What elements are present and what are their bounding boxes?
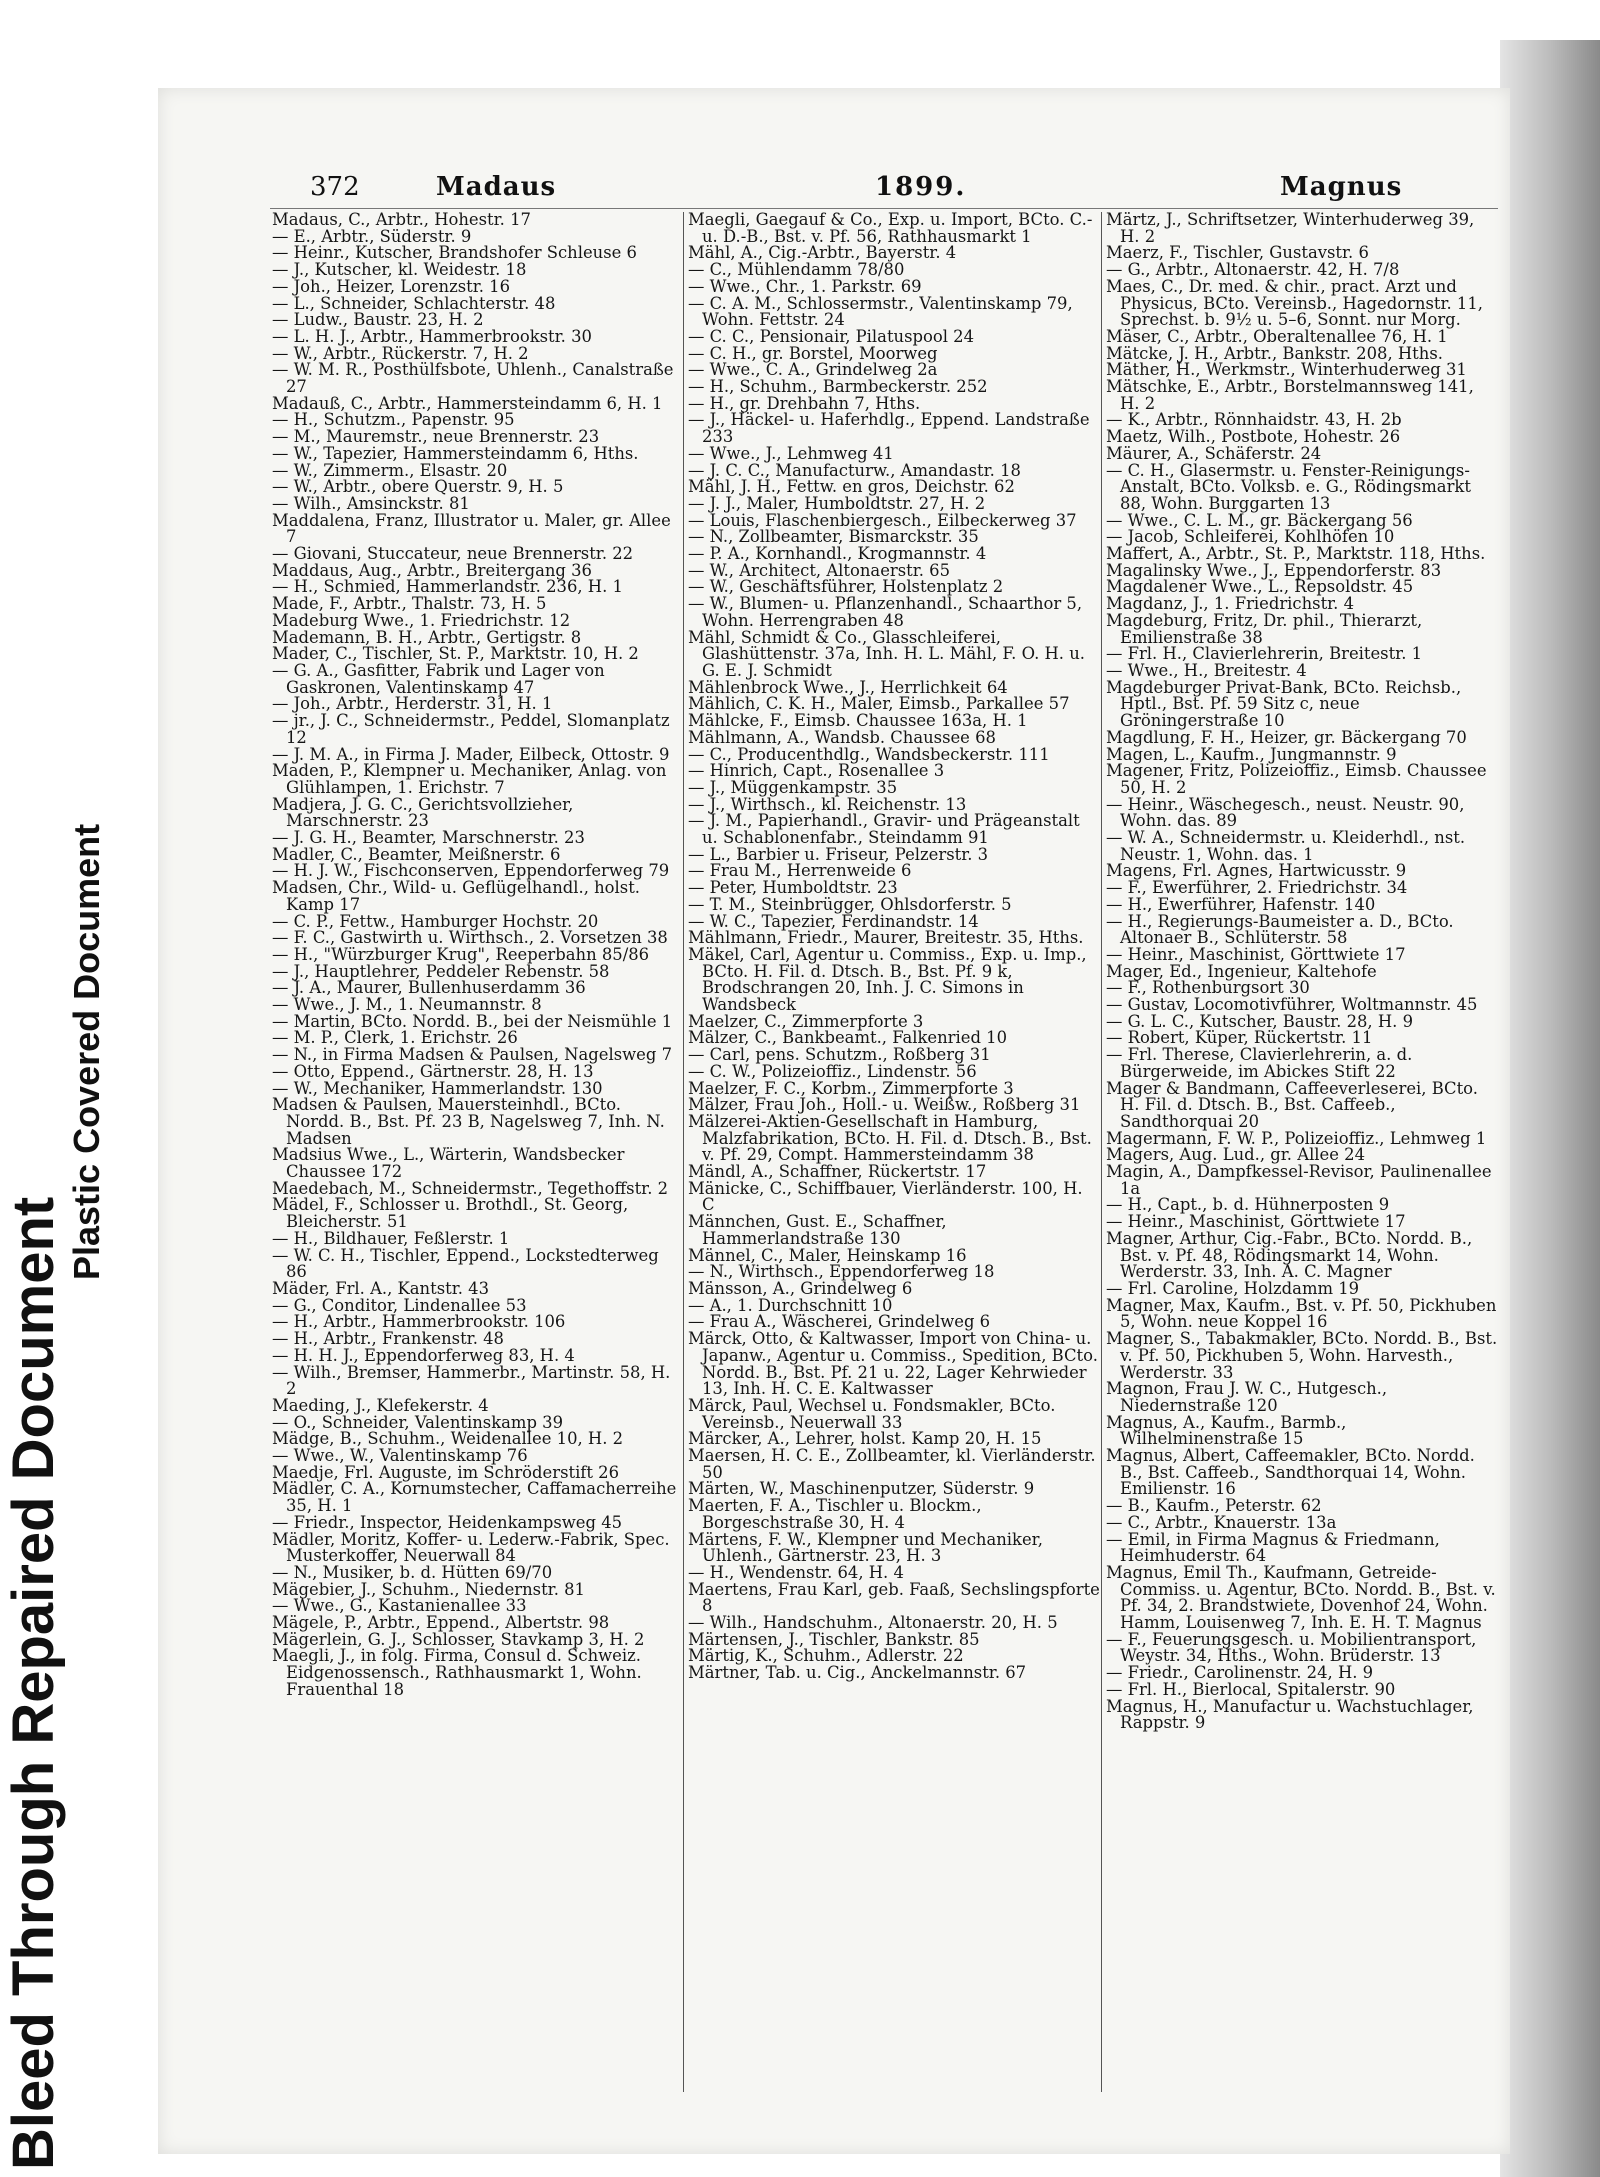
header-keyword-right: Magnus [1280,172,1403,202]
directory-entry: Magdeburg, Fritz, Dr. phil., Thierarzt, Emilienstraße 38 [1106,610,1423,647]
directory-entry: Maegli, J., in folg. Firma, Consul d. Schweiz. Eidgenossensch., Rathhausmarkt 1, Wohn. Frauenthal 18 [272,1646,642,1699]
directory-entry: — N., Zollbeamter, Bismarckstr. 35 [688,527,979,547]
directory-entry: — G. A., Gasfitter, Fabrik und Lager von Gaskronen, Valentinskamp 47 [272,660,605,697]
directory-entry: Magnus, H., Manufactur u. Wachstuchlager, Rappstr. 9 [1106,1696,1474,1733]
directory-column-2 [688,212,1100,2107]
directory-entry: Mählich, C. K. H., Maler, Eimsb., Parkallee 57 [688,694,1070,714]
directory-entry: Mägele, P., Arbtr., Eppend., Albertstr. 98 [272,1613,610,1633]
directory-entry: — J., Häckel- u. Haferhdlg., Eppend. Landstraße 233 [688,410,1090,447]
page-number: 372 [310,172,360,202]
directory-entry: Magner, Arthur, Cig.-Fabr., BCto. Nordd. B., Bst. v. Pf. 48, Rödingsmarkt 14, Wohn. Werderstr. 33, Inh. A. C. Magner [1106,1228,1473,1282]
directory-entry: — Wilh., Bremser, Hammerbr., Martinstr. 58, H. 2 [272,1362,671,1399]
directory-entry: — T. M., Steinbrügger, Ohlsdorferstr. 5 [688,894,1012,914]
directory-entry: Männchen, Gust. E., Schaffner, Hammerlandstraße 130 [688,1212,947,1248]
directory-entry: — C., Mühlendamm 78/80 [688,260,905,280]
directory-entry: Maes, C., Dr. med. & chir., pract. Arzt und Physicus, BCto. Vereinsb., Hagedornstr. 11, Sprechst. b. 9½ u. 5–6, Sonnt. nur Morg. [1106,276,1483,330]
directory-entry: — J. J., Maler, Humboldtstr. 27, H. 2 [688,493,986,513]
directory-column-3 [1106,212,1498,2107]
directory-entry: — J., Kutscher, kl. Weidestr. 18 [272,260,527,280]
directory-entry: Mählmann, Friedr., Maurer, Breitestr. 35, Hths. [688,928,1084,948]
directory-entry: — H., Bildhauer, Feßlerstr. 1 [272,1228,510,1248]
page-header [310,172,1403,212]
directory-entry: Mager & Bandmann, Caffeeverleserei, BCto. H. Fil. d. Dtsch. B., Bst. Caffeeb., Sandthorquai 20 [1106,1078,1478,1131]
directory-entry: Mätcke, J. H., Arbtr., Bankstr. 208, Hths. [1106,343,1443,363]
directory-entry: Maerz, F., Tischler, Gustavstr. 6 [1106,243,1369,263]
directory-entry: Magnus, Emil Th., Kaufmann, Getreide-Commiss. u. Agentur, BCto. Nordd. B., Bst. v. Pf. 34, 2. Brandstwiete, Dovenhof 24, Wohn. Hamm, Louisenweg 7, Inh. E. H. T. Magnus [1106,1562,1496,1633]
directory-entry: — H., Wendenstr. 64, H. 4 [688,1562,904,1582]
directory-entry: — Wwe., C. L. M., gr. Bäckergang 56 [1106,510,1413,530]
directory-entry: — G. L. C., Kutscher, Baustr. 28, H. 9 [1106,1011,1413,1031]
directory-entry: — Robert, Küper, Rückertstr. 11 [1106,1028,1373,1048]
directory-entry: — Heinr., Maschinist, Görttwiete 17 [1106,1212,1406,1232]
directory-entry: Märten, W., Maschinenputzer, Süderstr. 9 [688,1479,1035,1499]
directory-entry: — Emil, in Firma Magnus & Friedmann, Heimhuderstr. 64 [1106,1529,1440,1566]
directory-entry: — K., Arbtr., Rönnhaidstr. 43, H. 2b [1106,410,1402,430]
directory-entry: Madauß, C., Arbtr., Hammersteindamm 6, H. 1 [272,393,663,413]
directory-entry: — P. A., Kornhandl., Krogmannstr. 4 [688,544,987,564]
directory-entry: — Heinr., Maschinist, Görttwiete 17 [1106,944,1406,964]
directory-entry: Madsius Wwe., L., Wärterin, Wandsbecker Chaussee 172 [272,1145,625,1182]
directory-entry: — A., 1. Durchschnitt 10 [688,1295,893,1315]
directory-entry: Mänsson, A., Grindelweg 6 [688,1279,913,1298]
directory-entry: — H., Regierungs-Baumeister a. D., BCto. Altonaer B., Schlüterstr. 58 [1106,911,1454,948]
directory-entry: — Frau M., Herrenweide 6 [688,861,912,881]
directory-entry: — N., in Firma Madsen & Paulsen, Nagelsweg 7 [272,1045,673,1065]
directory-entry: — Ludw., Baustr. 23, H. 2 [272,310,484,330]
directory-entry: Magalinsky Wwe., J., Eppendorferstr. 83 [1106,560,1442,580]
directory-entry: Mager, Ed., Ingenieur, Kaltehofe [1106,961,1377,981]
directory-entry: Magin, A., Dampfkessel-Revisor, Paulinenallee 1a [1106,1162,1492,1198]
directory-entry: — L. H. J., Arbtr., Hammerbrookstr. 30 [272,326,592,346]
directory-entry: — Frl. Therese, Clavierlehrerin, a. d. Bürgerweide, im Abickes Stift 22 [1106,1045,1413,1081]
directory-entry: Madjera, J. G. C., Gerichtsvollzieher, Marschnerstr. 23 [272,794,574,831]
directory-entry: — J. G. H., Beamter, Marschnerstr. 23 [272,828,585,848]
directory-entry: — W., Architect, Altonaerstr. 65 [688,560,951,580]
directory-entry: — C., Arbtr., Knauerstr. 13a [1106,1512,1337,1532]
directory-entry: Männel, C., Maler, Heinskamp 16 [688,1245,967,1265]
directory-entry: — W. C., Tapezier, Ferdinandstr. 14 [688,911,979,931]
directory-entry: Maden, P., Klempner u. Mechaniker, Anlag. von Glühlampen, 1. Erichstr. 7 [272,761,667,797]
directory-entry: — Heinr., Kutscher, Brandshofer Schleuse 6 [272,243,637,263]
directory-entry: Märtner, Tab. u. Cig., Anckelmannstr. 67 [688,1663,1027,1683]
column-divider [683,212,684,2092]
directory-entry: — Hinrich, Capt., Rosenallee 3 [688,761,945,781]
directory-entry: — Frl. Caroline, Holzdamm 19 [1106,1279,1360,1298]
directory-entry: — M. P., Clerk, 1. Erichstr. 26 [272,1028,518,1048]
directory-entry: — W., Arbtr., Rückerstr. 7, H. 2 [272,343,529,363]
directory-entry: Mählenbrock Wwe., J., Herrlichkeit 64 [688,677,1008,697]
directory-entry: — N., Wirthsch., Eppendorferweg 18 [688,1262,995,1282]
directory-entry: Maetz, Wilh., Postbote, Hohestr. 26 [1106,427,1401,447]
directory-entry: — H., Arbtr., Hammerbrookstr. 106 [272,1312,566,1332]
directory-entry: — Wwe., C. A., Grindelweg 2a [688,360,938,380]
directory-entry: — H., Schmied, Hammerlandstr. 236, H. 1 [272,577,623,597]
directory-entry: — O., Schneider, Valentinskamp 39 [272,1412,564,1432]
directory-entry: Madeburg Wwe., 1. Friedrichstr. 12 [272,610,571,630]
directory-entry: — H., Schutzm., Papenstr. 95 [272,410,515,430]
directory-entry: — M., Mauremstr., neue Brennerstr. 23 [272,427,600,447]
directory-column-1 [272,212,680,2107]
directory-entry: — N., Musiker, b. d. Hütten 69/70 [272,1562,553,1582]
directory-entry: — F., Feuerungsgesch. u. Mobilientransport, Weystr. 34, Hths., Wohn. Brüderstr. 13 [1106,1629,1477,1666]
directory-entry: — Frau A., Wäscherei, Grindelweg 6 [688,1312,991,1332]
directory-entry: Madsen, Chr., Wild- u. Geflügelhandl., holst. Kamp 17 [272,878,640,914]
header-keyword-left: Madaus [436,172,557,202]
directory-entry: Maertens, Frau Karl, geb. Faaß, Sechslingspforte 8 [688,1579,1100,1616]
directory-entry: — C. P., Fettw., Hamburger Hochstr. 20 [272,911,599,931]
directory-entry: Mälzer, Frau Joh., Holl.- u. Weißw., Roßberg 31 [688,1095,1081,1115]
directory-entry: Märtensen, J., Tischler, Bankstr. 85 [688,1629,980,1649]
directory-entry: — C. A. M., Schlossermstr., Valentinskamp 79, Wohn. Fettstr. 24 [688,293,1073,330]
directory-entry: — Frl. H., Clavierlehrerin, Breitestr. 1 [1106,644,1423,664]
directory-entry: — H., "Würzburger Krug", Reeperbahn 85/86 [272,944,650,964]
directory-entry: — F. C., Gastwirth u. Wirthsch., 2. Vorsetzen 38 [272,928,668,948]
directory-entry: Maerten, F. A., Tischler u. Blockm., Borgeschstraße 30, H. 4 [688,1496,982,1532]
directory-entry: Mädler, C. A., Kornumstecher, Caffamacherreihe 35, H. 1 [272,1479,677,1516]
directory-entry: — Martin, BCto. Nordd. B., bei der Neismühle 1 [272,1011,673,1031]
directory-entry: — W. M. R., Posthülfsbote, Uhlenh., Canalstraße 27 [272,360,674,397]
directory-entry: Mädge, B., Schuhm., Weidenallee 10, H. 2 [272,1429,624,1449]
directory-entry: — Joh., Heizer, Lorenzstr. 16 [272,276,511,296]
directory-entry: — Wilh., Handschuhm., Altonaerstr. 20, H. 5 [688,1613,1058,1633]
directory-entry: — H., Arbtr., Frankenstr. 48 [272,1329,504,1349]
directory-entry: — J. M. A., in Firma J. Mader, Eilbeck, Ottostr. 9 [272,744,670,764]
directory-entry: Märtens, F. W., Klempner und Mechaniker, Uhlenh., Gärtnerstr. 23, H. 3 [688,1529,1043,1566]
directory-entry: Mähl, Schmidt & Co., Glasschleiferei, Glashüttenstr. 37a, Inh. H. L. Mähl, F. O. H. u. G. E. J. Schmidt [688,627,1085,680]
directory-entry: Mähl, A., Cig.-Arbtr., Bayerstr. 4 [688,243,957,263]
directory-entry: — H., gr. Drehbahn 7, Hths. [688,393,921,413]
directory-entry: — J. A., Maurer, Bullenhuserdamm 36 [272,978,586,998]
directory-entry: Mäurer, A., Schäferstr. 24 [1106,443,1322,463]
directory-entry: — H., Schuhm., Barmbeckerstr. 252 [688,377,988,397]
directory-entry: Made, F., Arbtr., Thalstr. 73, H. 5 [272,594,547,614]
directory-entry: — W., Zimmerm., Elsastr. 20 [272,460,508,480]
directory-entry: — Wilh., Amsinckstr. 81 [272,493,470,513]
directory-entry: Märtz, J., Schriftsetzer, Winterhuderweg 39, H. 2 [1106,212,1475,246]
directory-entry: — Gustav, Locomotivführer, Woltmannstr. 45 [1106,995,1478,1015]
directory-entry: — Frl. H., Bierlocal, Spitalerstr. 90 [1106,1679,1396,1699]
directory-entry: Maegli, Gaegauf & Co., Exp. u. Import, BCto. C.- u. D.-B., Bst. v. Pf. 56, Rathhausmarkt 1 [688,212,1093,246]
directory-entry: Maddalena, Franz, Illustrator u. Maler, gr. Allee 7 [272,510,671,547]
directory-entry: — Wwe., J., Lehmweg 41 [688,443,894,463]
directory-entry: Mäkel, Carl, Agentur u. Commiss., Exp. u. Imp., BCto. H. Fil. d. Dtsch. B., Bst. Pf. 9 k, Brodschrangen 20, Inh. J. C. Simons in Wandsbeck [688,944,1087,1015]
directory-entry: Mademann, B. H., Arbtr., Gertigstr. 8 [272,627,582,647]
directory-entry: — J., Hauptlehrer, Peddeler Rebenstr. 58 [272,961,610,981]
directory-entry: Madaus, C., Arbtr., Hohestr. 17 [272,212,531,229]
directory-entry: — Wwe., H., Breitestr. 4 [1106,660,1307,680]
side-annotation [0,700,150,2177]
directory-entry: — Friedr., Inspector, Heidenkampsweg 45 [272,1512,623,1532]
directory-entry: Mader, C., Tischler, St. P., Marktstr. 10, H. 2 [272,644,639,664]
directory-entry: — C. H., Glasermstr. u. Fenster-Reinigungs-Anstalt, BCto. Volksb. e. G., Rödingsmarkt 88, Wohn. Burggarten 13 [1106,460,1471,513]
directory-entry: — W., Geschäftsführer, Holstenplatz 2 [688,577,1004,597]
directory-entry: — W., Tapezier, Hammersteindamm 6, Hths. [272,443,639,463]
directory-entry: Magens, Frl. Agnes, Hartwicusstr. 9 [1106,861,1407,881]
directory-entry: — W., Blumen- u. Pflanzenhandl., Schaarthor 5, Wohn. Herrengraben 48 [688,594,1083,630]
directory-entry: — J. C. C., Manufacturw., Amandastr. 18 [688,460,1021,480]
directory-entry: Magen, L., Kaufm., Jungmannstr. 9 [1106,744,1397,764]
directory-entry: Mälzerei-Aktien-Gesellschaft in Hamburg, Malzfabrikation, BCto. H. Fil. d. Dtsch. B., Bst. v. Pf. 29, Compt. Hammersteindamm 38 [688,1111,1092,1165]
header-year: 1899. [875,172,967,202]
side-label-plastic-covered: Plastic Covered Document [66,823,107,1280]
directory-entry: — Wwe., G., Kastanienallee 33 [272,1596,527,1616]
directory-entry: Märck, Paul, Wechsel u. Fondsmakler, BCto. Vereinsb., Neuerwall 33 [688,1395,1056,1432]
directory-entry: — W., Arbtr., obere Querstr. 9, H. 5 [272,477,564,497]
directory-entry: — C. H., gr. Borstel, Moorweg [688,343,938,363]
directory-entry: Magermann, F. W. P., Polizeioffiz., Lehmweg 1 [1106,1128,1487,1148]
header-rule [270,208,1498,209]
directory-entry: Mädler, Moritz, Koffer- u. Lederw.-Fabrik, Spec. Musterkoffer, Neuerwall 84 [272,1529,670,1566]
directory-entry: — E., Arbtr., Süderstr. 9 [272,226,472,246]
directory-entry: — Wwe., Chr., 1. Parkstr. 69 [688,276,922,296]
column-divider [1101,212,1102,2092]
directory-entry: — Jacob, Schleiferei, Kohlhöfen 10 [1106,527,1395,547]
directory-entry: Magdeburger Privat-Bank, BCto. Reichsb., Hptl., Bst. Pf. 59 Sitz c, neue Gröningerstraße 10 [1106,677,1462,731]
directory-entry: Mäder, Frl. A., Kantstr. 43 [272,1279,490,1298]
directory-entry: — Heinr., Wäschegesch., neust. Neustr. 90, Wohn. das. 89 [1106,794,1465,831]
directory-entry: — Joh., Arbtr., Herderstr. 31, H. 1 [272,694,553,714]
directory-entry: — H., Capt., b. d. Hühnerposten 9 [1106,1195,1390,1215]
directory-entry: Magnus, A., Kaufm., Barmb., Wilhelminenstraße 15 [1106,1412,1347,1449]
directory-entry: — H. H. J., Eppendorferweg 83, H. 4 [272,1345,575,1365]
directory-entry: Magdanz, J., 1. Friedrichstr. 4 [1106,594,1355,614]
directory-entry: — C. C., Pensionair, Pilatuspool 24 [688,326,975,346]
directory-entry: Magnon, Frau J. W. C., Hutgesch., Niedernstraße 120 [1106,1379,1388,1415]
directory-entry: Maeding, J., Klefekerstr. 4 [272,1395,489,1415]
directory-entry: Mähl, J. H., Fettw. en gros, Deichstr. 62 [688,477,1015,497]
directory-entry: — F., Ewerführer, 2. Friedrichstr. 34 [1106,878,1408,898]
directory-entry: — B., Kaufm., Peterstr. 62 [1106,1496,1322,1516]
directory-entry: Mählmann, A., Wandsb. Chaussee 68 [688,727,996,747]
directory-entry: — Wwe., W., Valentinskamp 76 [272,1446,528,1466]
directory-entry: — L., Barbier u. Friseur, Pelzerstr. 3 [688,844,989,864]
directory-entry: — Giovani, Stuccateur, neue Brennerstr. 22 [272,544,634,564]
directory-entry: Maffert, A., Arbtr., St. P., Marktstr. 118, Hths. [1106,544,1486,564]
directory-entry: Mädel, F., Schlosser u. Brothdl., St. Georg, Bleicherstr. 51 [272,1195,629,1232]
directory-entry: Magers, Aug. Lud., gr. Allee 24 [1106,1145,1366,1165]
directory-entry: Mänicke, C., Schiffbauer, Vierländerstr. 100, H. C [688,1178,1083,1215]
directory-entry: Magner, Max, Kaufm., Bst. v. Pf. 50, Pickhuben 5, Wohn. neue Koppel 16 [1106,1295,1497,1332]
directory-entry: — L., Schneider, Schlachterstr. 48 [272,293,556,313]
directory-entry: — W., Mechaniker, Hammerlandstr. 130 [272,1078,603,1098]
directory-entry: Maedje, Frl. Auguste, im Schröderstift 26 [272,1462,620,1482]
directory-entry: Märtig, K., Schuhm., Adlerstr. 22 [688,1646,964,1666]
directory-entry: Maddaus, Aug., Arbtr., Breitergang 36 [272,560,592,580]
directory-entry: — G., Arbtr., Altonaerstr. 42, H. 7/8 [1106,260,1400,280]
directory-entry: — Otto, Eppend., Gärtnerstr. 28, H. 13 [272,1061,594,1081]
directory-entry: Mändl, A., Schaffner, Rückertstr. 17 [688,1162,987,1182]
directory-entry: Mätschke, E., Arbtr., Borstelmannsweg 141, H. 2 [1106,377,1474,413]
directory-entry: Magnus, Albert, Caffeemakler, BCto. Nordd. B., Bst. Caffeeb., Sandthorquai 14, Wohn. Emilienstr. 16 [1106,1446,1475,1499]
directory-entry: Maelzer, C., Zimmerpforte 3 [688,1011,924,1031]
directory-entry: Maersen, H. C. E., Zollbeamter, kl. Vierländerstr. 50 [688,1446,1096,1482]
directory-entry: Maedebach, M., Schneidermstr., Tegethoffstr. 2 [272,1178,669,1198]
directory-entry: — G., Conditor, Lindenallee 53 [272,1295,527,1315]
directory-entry: — C., Producenthdlg., Wandsbeckerstr. 111 [688,744,1050,764]
directory-entry: — jr., J. C., Schneidermstr., Peddel, Slomanplatz 12 [272,711,670,747]
directory-entry: Magdlung, F. H., Heizer, gr. Bäckergang 70 [1106,727,1467,747]
directory-entry: Magener, Fritz, Polizeioffiz., Eimsb. Chaussee 50, H. 2 [1106,761,1487,797]
directory-entry: Magdalener Wwe., L., Repsoldstr. 45 [1106,577,1414,597]
directory-entry: Madler, C., Beamter, Meißnerstr. 6 [272,844,561,864]
directory-entry: — C. W., Polizeioffiz., Lindenstr. 56 [688,1061,977,1081]
directory-entry: Magner, S., Tabakmakler, BCto. Nordd. B., Bst. v. Pf. 50, Pickhuben 5, Wohn. Harvesth., Werderstr. 33 [1106,1329,1498,1382]
directory-entry: Mäther, H., Werkmstr., Winterhuderweg 31 [1106,360,1467,380]
directory-entry: — Peter, Humboldtstr. 23 [688,878,898,898]
directory-entry: — J. M., Papierhandl., Gravir- und Prägeanstalt u. Schablonenfabr., Steindamm 91 [688,811,1080,848]
directory-entry: — J., Müggenkampstr. 35 [688,777,898,797]
directory-entry: Märcker, A., Lehrer, holst. Kamp 20, H. 15 [688,1429,1042,1449]
directory-entry: — H. J. W., Fischconserven, Eppendorferweg 79 [272,861,670,881]
directory-entry: Mälzer, C., Bankbeamt., Falkenried 10 [688,1028,1007,1048]
directory-entry: — Friedr., Carolinenstr. 24, H. 9 [1106,1663,1374,1683]
directory-entry: Maelzer, F. C., Korbm., Zimmerpforte 3 [688,1078,1014,1098]
directory-entry: Mählcke, F., Eimsb. Chaussee 163a, H. 1 [688,711,1028,731]
directory-entry: Mägerlein, G. J., Schlosser, Stavkamp 3, H. 2 [272,1629,645,1649]
directory-entry: — F., Rothenburgsort 30 [1106,978,1310,998]
directory-entry: — Carl, pens. Schutzm., Roßberg 31 [688,1045,991,1065]
directory-entry: — W. C. H., Tischler, Eppend., Lockstedterweg 86 [272,1245,659,1282]
directory-entry: — H., Ewerführer, Hafenstr. 140 [1106,894,1376,914]
directory-entry: — W. A., Schneidermstr. u. Kleiderhdl., nst. Neustr. 1, Wohn. das. 1 [1106,828,1466,864]
directory-entry: — Wwe., J. M., 1. Neumannstr. 8 [272,995,542,1015]
directory-entry: Märck, Otto, & Kaltwasser, Import von China- u. Japanw., Agentur u. Commiss., Spedition, BCto. Nordd. B., Bst. Pf. 21 u. 22, Lager Kehrwieder 13, Inh. H. C. E. Kaltwasser [688,1329,1098,1399]
directory-entry: Madsen & Paulsen, Mauersteinhdl., BCto. Nordd. B., Bst. Pf. 23 B, Nagelsweg 7, Inh. N. Madsen [272,1095,665,1148]
directory-entry: — J., Wirthsch., kl. Reichenstr. 13 [688,794,967,814]
directory-entry: — Louis, Flaschenbiergesch., Eilbeckerweg 37 [688,510,1077,530]
side-label-bleed-through: Bleed Through Repaired Document [1,1196,66,2170]
scan-edge-shadow [1500,40,1600,2177]
directory-entry: Mäser, C., Arbtr., Oberaltenallee 76, H. 1 [1106,326,1448,346]
directory-entry: Mägebier, J., Schuhm., Niedernstr. 81 [272,1579,585,1599]
